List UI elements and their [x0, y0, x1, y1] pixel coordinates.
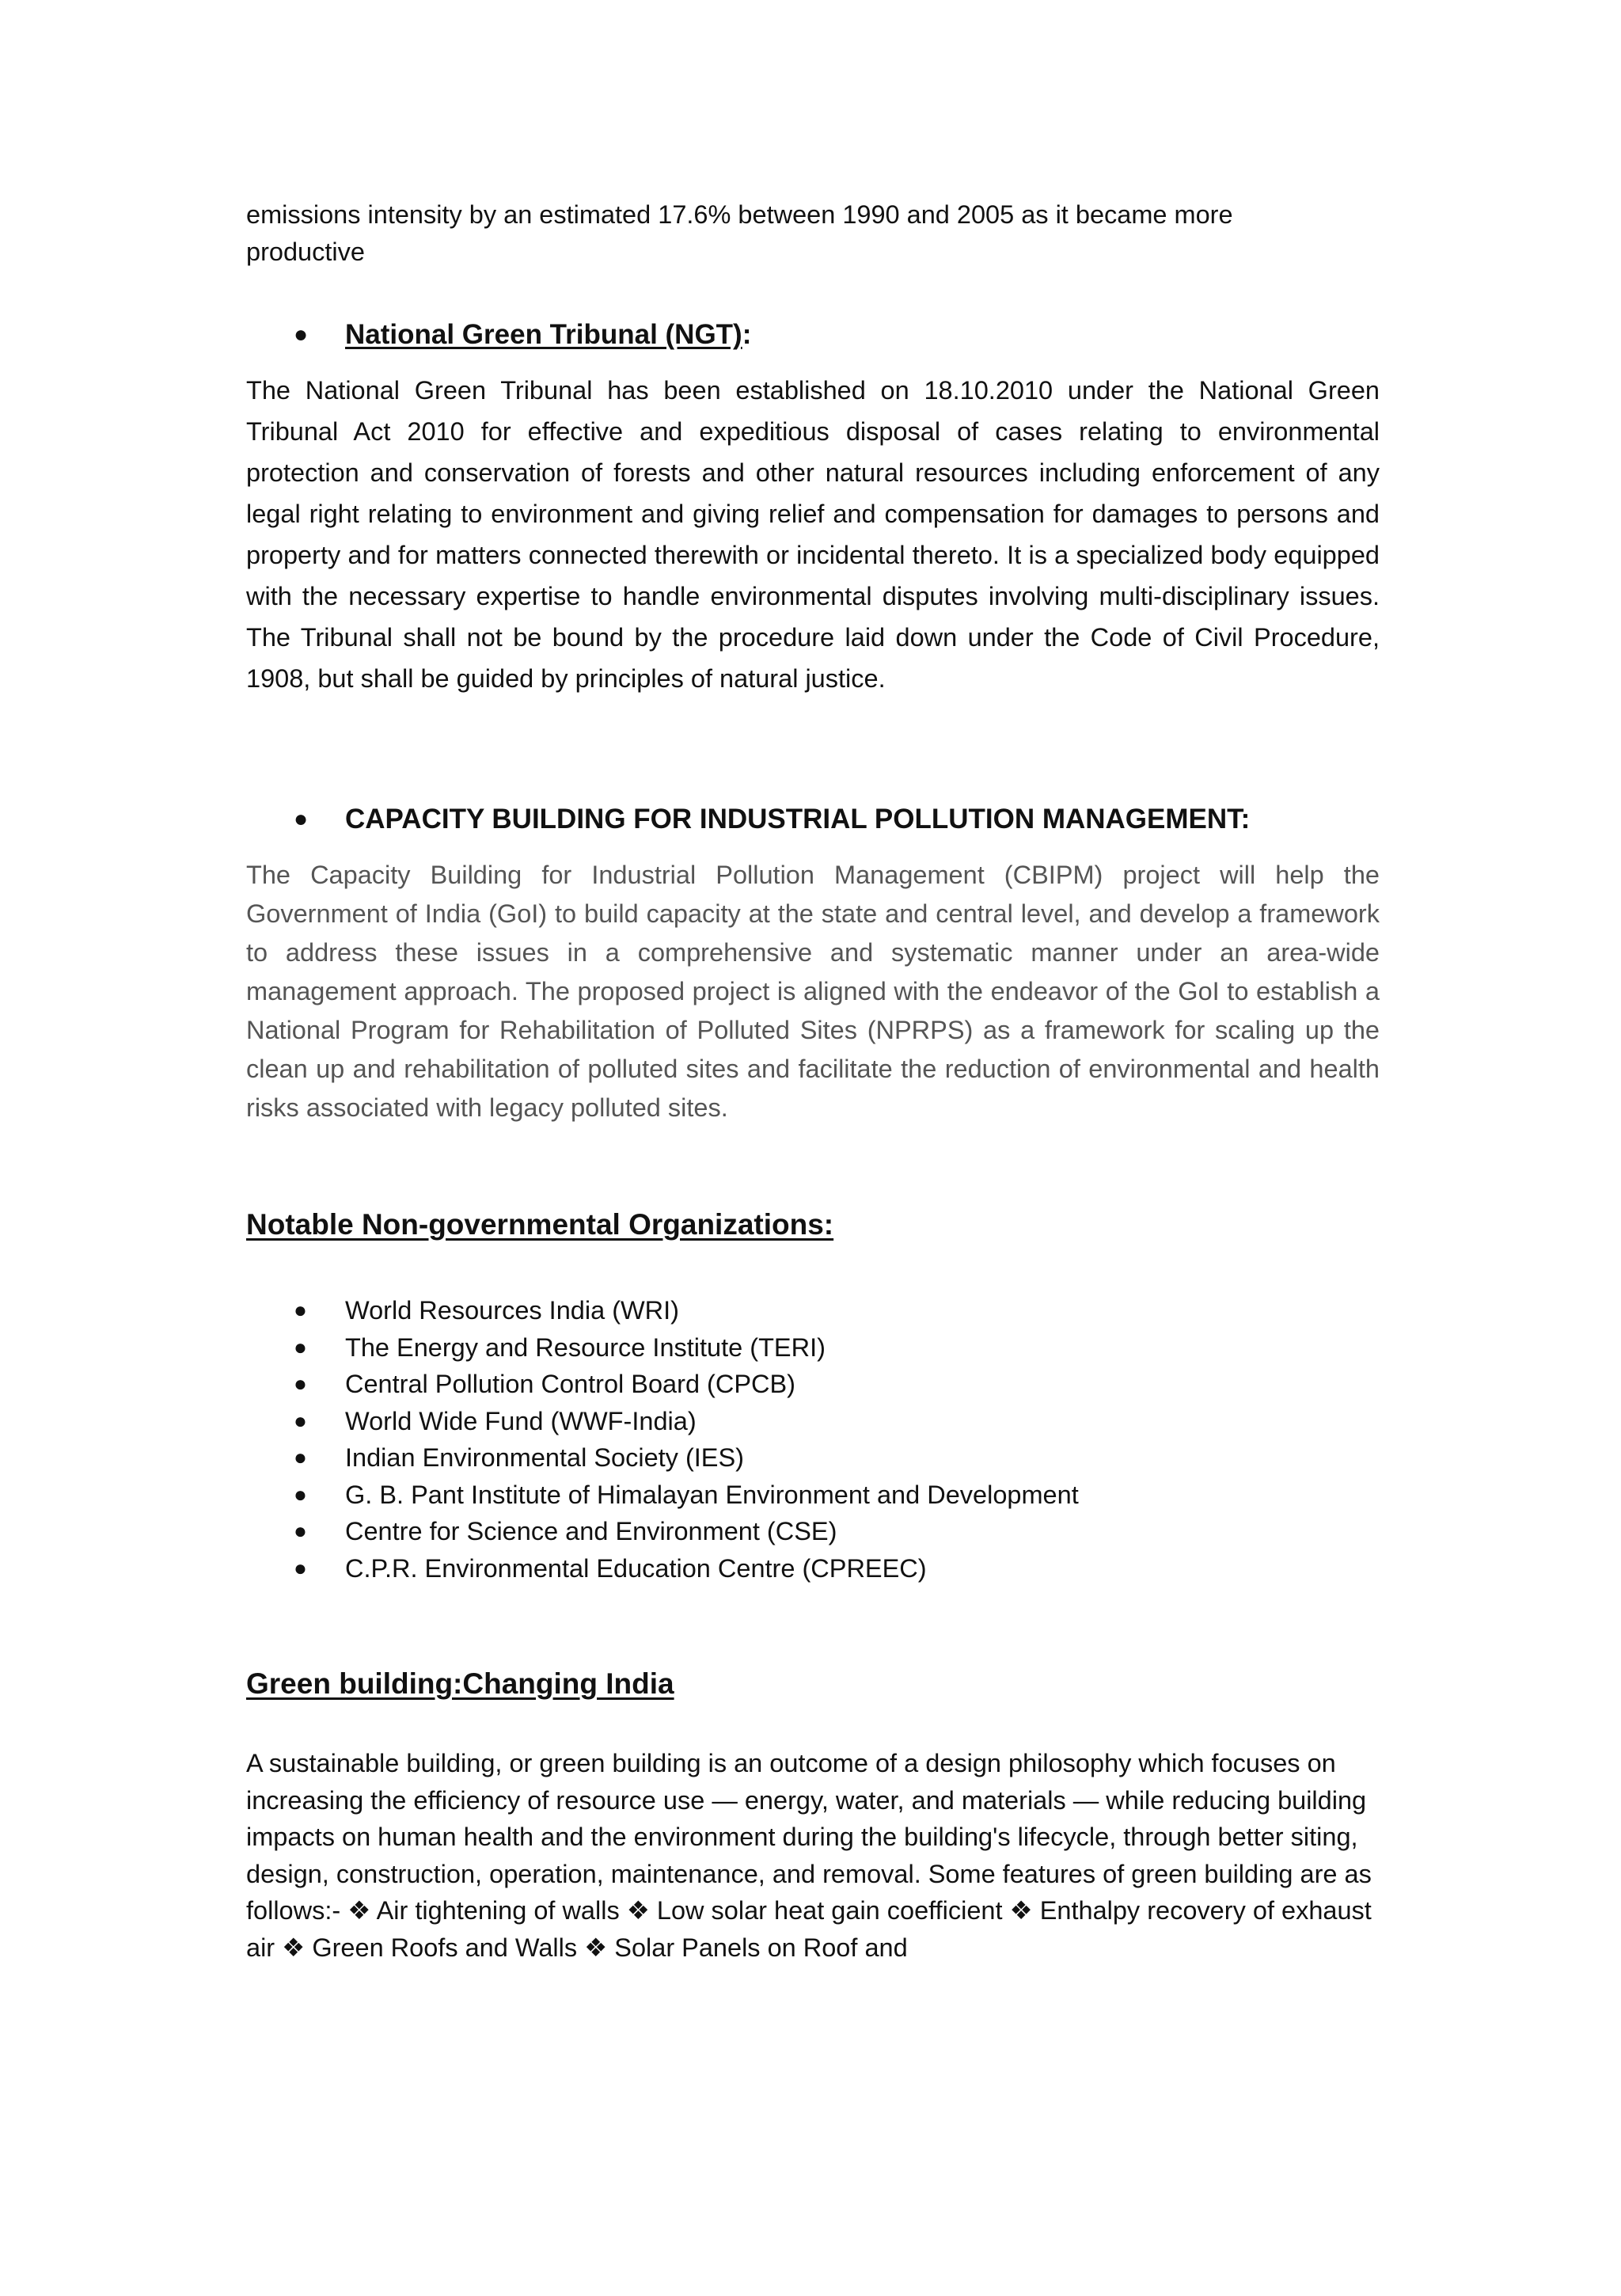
- bullet-icon: ●: [294, 1408, 307, 1433]
- list-item: [246, 1329, 1380, 1367]
- green-building-paragraph: A sustainable building, or green building is an outcome of a design philosophy which focuses on increasing the efficiency of resource use — energy, water, and materials — while reducing building impacts on human health and the environment during the building's lifecycle, through better siting, design, construction, operation, maintenance, and removal. Some features of green building are as follows:- ❖ Air tightening of walls ❖ Low solar heat gain coefficient ❖ Enthalpy recovery of exhaust air ❖ Green Roofs and Walls ❖ Solar Panels on Roof and: [246, 1749, 1372, 1962]
- bullet-icon: ●: [294, 1371, 307, 1396]
- ngo-list: [246, 1292, 1380, 1587]
- ngt-paragraph: The National Green Tribunal has been established on 18.10.2010 under the National Green Tribunal Act 2010 for effective and expeditious disposal of cases relating to environmental protection and conservation of forests and other natural resources including enforcement of any legal right relating to environment and giving relief and compensation for damages to persons and property and for matters connected therewith or incidental thereto. It is a specialized body equipped with the necessary expertise to handle environmental disputes involving multi-disciplinary issues. The Tribunal shall not be bound by the procedure laid down under the Code of Civil Procedure, 1908, but shall be guided by principles of natural justice.: [246, 376, 1380, 693]
- list-item-text: C.P.R. Environmental Education Centre (CPREEC): [345, 1553, 927, 1583]
- list-item-text: Central Pollution Control Board (CPCB): [345, 1370, 795, 1398]
- intro-paragraph: emissions intensity by an estimated 17.6% between 1990 and 2005 as it became more productive: [246, 200, 1233, 266]
- list-item: [246, 1366, 1380, 1403]
- green-building-heading: Green building:Changing India: [246, 1667, 674, 1700]
- list-item: [246, 1477, 1380, 1514]
- ngt-heading: [246, 316, 1380, 354]
- list-item: [246, 1439, 1380, 1477]
- bullet-icon: ●: [294, 1445, 307, 1469]
- list-item-text: Centre for Science and Environment (CSE): [345, 1517, 837, 1545]
- ngt-heading-text: National Green Tribunal (NGT): [345, 319, 742, 350]
- bullet-icon: ●: [294, 1555, 307, 1580]
- cbipm-heading: [246, 800, 1380, 838]
- bullet-icon: ●: [294, 1519, 307, 1543]
- list-item-text: The Energy and Resource Institute (TERI): [345, 1332, 826, 1362]
- list-item: [246, 1550, 1380, 1587]
- cbipm-heading-text: CAPACITY BUILDING FOR INDUSTRIAL POLLUTION MANAGEMENT:: [345, 804, 1251, 834]
- list-item: [246, 1403, 1380, 1440]
- list-item-text: G. B. Pant Institute of Himalayan Environment and Development: [345, 1480, 1079, 1509]
- list-item-text: World Resources India (WRI): [345, 1296, 680, 1325]
- bullet-icon: ●: [294, 1481, 307, 1507]
- ngt-heading-colon: :: [742, 319, 752, 350]
- list-item-text: Indian Environmental Society (IES): [345, 1443, 744, 1472]
- list-item: [246, 1513, 1380, 1550]
- bullet-icon: ●: [294, 321, 309, 348]
- list-item: [246, 1292, 1380, 1329]
- ngo-heading: Notable Non-governmental Organizations:: [246, 1208, 834, 1241]
- bullet-icon: ●: [294, 806, 309, 832]
- bullet-icon: ●: [294, 1334, 307, 1359]
- document-page: [246, 196, 1380, 1966]
- list-item-text: World Wide Fund (WWF-India): [345, 1406, 697, 1435]
- cbipm-paragraph: The Capacity Building for Industrial Pollution Management (CBIPM) project will help the Government of India (GoI) to build capacity at the state and central level, and develop a framework to address these issues in a comprehensive and systematic manner under an area-wide management approach. The proposed project is aligned with the endeavor of the GoI to establish a National Program for Rehabilitation of Polluted Sites (NPRPS) as a framework for scaling up the clean up and rehabilitation of polluted sites and facilitate the reduction of environmental and health risks associated with legacy polluted sites.: [246, 861, 1380, 1122]
- bullet-icon: ●: [294, 1298, 307, 1322]
